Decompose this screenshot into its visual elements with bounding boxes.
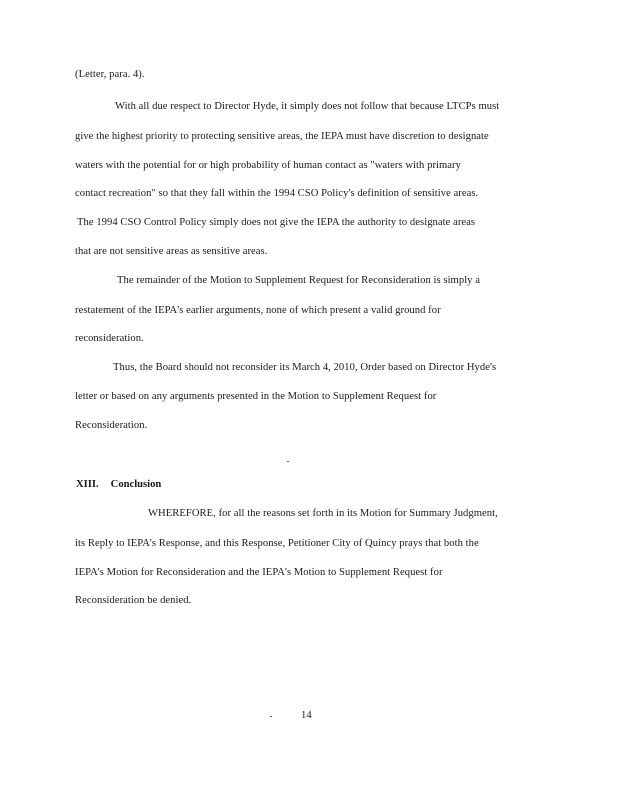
body-line-13: Reconsideration.: [75, 420, 148, 431]
body-line-6: The 1994 CSO Control Policy simply does not give the IEPA the authority to designate areas: [77, 217, 476, 228]
body-line-12: letter or based on any arguments presented in the Motion to Supplement Request for: [75, 391, 437, 402]
body-line-11: Thus, the Board should not reconsider its March 4, 2010, Order based on Director Hyde's: [113, 362, 497, 373]
body-line-2: With all due respect to Director Hyde, it simply does not follow that because LTCPs must: [115, 101, 500, 112]
conclusion-line-2: its Reply to IEPA's Response, and this Response, Petitioner City of Quincy prays that both the: [75, 538, 479, 549]
body-line-9: restatement of the IEPA's earlier arguments, none of which present a valid ground for: [75, 305, 441, 316]
body-line-4: waters with the potential for or high probability of human contact as "waters with primary: [75, 160, 461, 171]
body-line-3: give the highest priority to protecting sensitive areas, the IEPA must have discretion to designate: [75, 131, 489, 142]
section-title: Conclusion: [110, 479, 162, 490]
conclusion-line-1: WHEREFORE, for all the reasons set forth in its Motion for Summary Judgment,: [148, 508, 498, 519]
body-line-10: reconsideration.: [75, 333, 144, 344]
body-line-5: contact recreation" so that they fall within the 1994 CSO Policy's definition of sensitive areas.: [75, 188, 479, 199]
scan-speck: [270, 716, 272, 717]
section-number: XIII.: [76, 479, 99, 490]
conclusion-line-4: Reconsideration be denied.: [75, 595, 192, 606]
scan-speck: [287, 461, 289, 462]
conclusion-line-3: IEPA's Motion for Reconsideration and the IEPA's Motion to Supplement Request for: [75, 567, 443, 578]
body-line-8: The remainder of the Motion to Supplement Request for Reconsideration is simply a: [117, 275, 480, 286]
body-line-7: that are not sensitive areas as sensitive areas.: [75, 246, 268, 257]
page-number: 14: [301, 710, 312, 721]
section-heading: [76, 479, 161, 490]
body-line-1: (Letter, para. 4).: [75, 69, 145, 80]
